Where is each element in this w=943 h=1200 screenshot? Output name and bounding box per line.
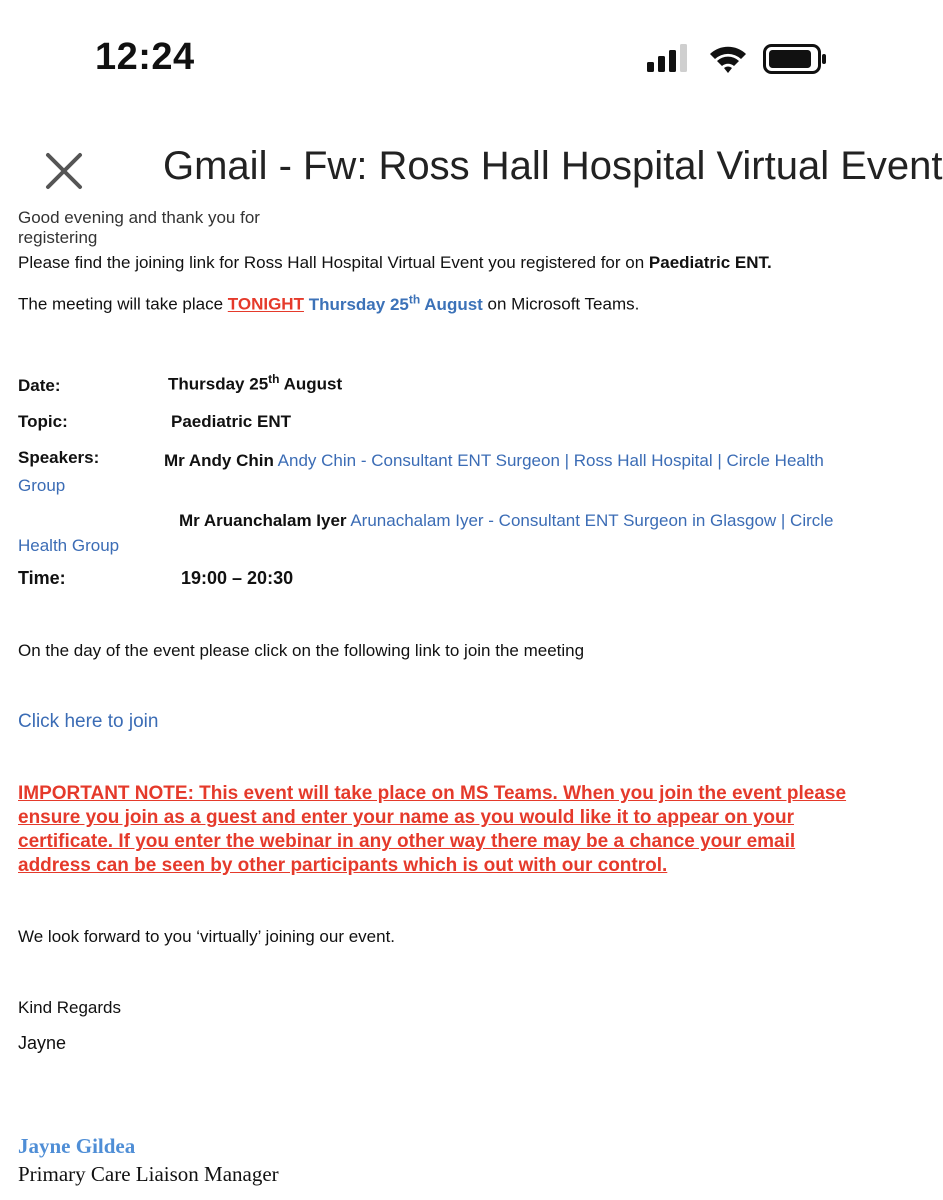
speaker-1 [18,448,848,498]
cellular-signal-icon [647,44,692,72]
join-link[interactable]: Click here to join [18,711,159,732]
closing-text: We look forward to you ‘virtually’ joining our event. [18,927,396,946]
wifi-icon [708,42,748,74]
time-label: Time: [18,568,66,588]
topic-value: Paediatric ENT [171,412,291,431]
time-value: 19:00 – 20:30 [181,568,294,588]
meeting-text: The meeting will take place TONIGHT Thursday 25th August on Microsoft Teams. [18,292,640,314]
speakers-label: Speakers: [18,448,100,467]
signoff-name: Jayne [18,1033,67,1053]
instruction-text: On the day of the event please click on the following link to join the meeting [18,641,585,660]
battery-icon [763,43,827,75]
speaker-2 [18,508,848,558]
signature-role: Primary Care Liaison Manager [18,1162,279,1186]
intro-text: Please find the joining link for Ross Hall Hospital Virtual Event you registered for on Paediatric ENT. [18,253,772,272]
speaker-2-link[interactable]: Arunachalam Iyer - Consultant ENT Surgeon in Glasgow | Circle Health Group [18,511,834,555]
status-time: 12:24 [95,36,195,78]
topic-label: Topic: [18,412,68,431]
date-label: Date: [18,376,61,395]
signature-name: Jayne Gildea [18,1134,136,1158]
page-title: Gmail - Fw: Ross Hall Hospital Virtual Event [163,144,943,188]
speaker-1-name: Mr Andy Chin [164,451,274,470]
close-icon[interactable] [40,147,88,195]
cut-off-line: Good evening and thank you for registering [18,208,260,247]
important-note: IMPORTANT NOTE: This event will take place on MS Teams. When you join the event please ensure you join as a guest and enter your name as you would like it to appear on your certificate. If you enter the webinar in any other way there may be a chance your email address can be seen by other participants which is out with our control. [18,783,847,876]
speaker-2-name: Mr Aruanchalam Iyer [179,511,347,530]
tonight-link[interactable]: TONIGHT [227,294,304,314]
regards-text: Kind Regards [18,998,122,1017]
meeting-date: Thursday 25th August [308,292,483,314]
date-value: Thursday 25th August [168,372,343,394]
speaker-1-link[interactable]: Andy Chin - Consultant ENT Surgeon | Ross Hall Hospital | Circle Health Group [18,451,824,495]
